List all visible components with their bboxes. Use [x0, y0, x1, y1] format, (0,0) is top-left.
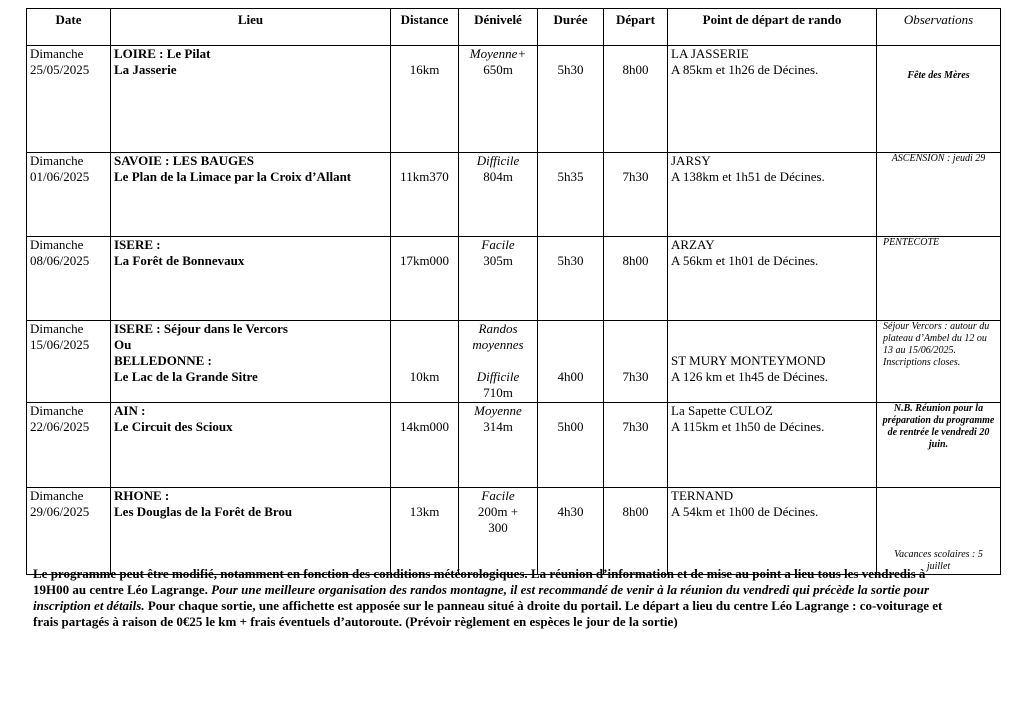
depart-text: 8h00: [622, 62, 649, 77]
lieu-name: La Jasserie: [114, 62, 177, 77]
observation-cell: Fête des Mères: [877, 46, 1001, 153]
distance-text: 10km: [409, 369, 440, 384]
level-text-alt: Randos moyennes: [472, 321, 524, 352]
point-cell: [668, 46, 877, 153]
depart-cell: [604, 403, 668, 488]
denivele-text: 650m: [483, 62, 513, 77]
level-text: Moyenne: [474, 403, 522, 418]
duree-cell: [538, 488, 604, 575]
duree-text: 4h00: [557, 369, 584, 384]
duree-text: 4h30: [557, 504, 584, 519]
duree-cell: [538, 403, 604, 488]
distance-cell: [391, 488, 459, 575]
point-distance: A 56km et 1h01 de Décines.: [671, 253, 819, 268]
header-date: Date: [27, 9, 111, 46]
lieu-cell: [111, 488, 391, 575]
lieu-region: ISERE :: [114, 237, 161, 252]
distance-cell: [391, 237, 459, 321]
table-row: [27, 321, 1001, 403]
table-row: [27, 488, 1001, 575]
duree-text: 5h30: [557, 62, 584, 77]
date-cell: [27, 153, 111, 237]
point-cell: [668, 321, 877, 403]
level-text: Moyenne+: [469, 46, 527, 61]
depart-text: 8h00: [622, 253, 649, 268]
distance-text: 14km000: [399, 419, 450, 434]
duree-cell: [538, 237, 604, 321]
date-cell: [27, 488, 111, 575]
level-text: Difficile: [476, 369, 520, 384]
depart-text: 7h30: [622, 369, 649, 384]
depart-cell: [604, 488, 668, 575]
lieu-or: Ou: [114, 337, 132, 352]
footer-text-3: Pour chaque sortie, une affichette est apposée sur le panneau situé à droite du portail. Le départ a lieu du centre Léo Lagrange : co-voiturage et frais partagés à raison de 0€25 le km + frais éventuels d’autoroute. (Prévoir règlement en espèces le jour de la sortie): [33, 598, 943, 629]
denivele-text: 804m: [483, 169, 513, 184]
observation-cell: ASCENSION : jeudi 29: [877, 153, 1001, 237]
point-cell: [668, 403, 877, 488]
denivele-cell: [459, 153, 538, 237]
denivele-cell: [459, 488, 538, 575]
duree-text: 5h00: [557, 419, 584, 434]
header-distance: Distance: [391, 9, 459, 46]
observation-cell: PENTECOTE: [877, 237, 1001, 321]
distance-text: 11km370: [400, 169, 449, 184]
depart-cell: [604, 46, 668, 153]
point-distance: A 54km et 1h00 de Décines.: [671, 504, 819, 519]
point-distance: A 85km et 1h26 de Décines.: [671, 62, 819, 77]
lieu-name: Le Lac de la Grande Sitre: [114, 369, 258, 384]
point-distance: A 138km et 1h51 de Décines.: [671, 169, 825, 184]
lieu-name: La Forêt de Bonnevaux: [114, 253, 245, 268]
depart-text: 8h00: [622, 504, 649, 519]
lieu-region: ISERE : Séjour dans le Vercors: [114, 321, 288, 336]
observation-cell: Séjour Vercors : autour du plateau d’Ambel du 12 ou 13 au 15/06/2025. Inscriptions closes.: [877, 321, 1001, 403]
distance-text: 13km: [409, 504, 440, 519]
point-distance: A 126 km et 1h45 de Décines.: [671, 369, 829, 384]
header-depart: Départ: [604, 9, 668, 46]
date-text: 01/06/2025: [30, 169, 90, 184]
lieu-cell: [111, 403, 391, 488]
point-cell: [668, 153, 877, 237]
date-text: 25/05/2025: [30, 62, 90, 77]
duree-text: 5h35: [557, 169, 584, 184]
level-text: Difficile: [476, 153, 520, 168]
denivele-text: 314m: [483, 419, 513, 434]
level-text: Facile: [481, 237, 515, 252]
footer-text-2: Pour une meilleure organisation des randos montagne, il est recommandé de venir à la réunion du vendredi qui précède la sortie pour inscription et détails.: [33, 582, 930, 613]
date-cell: [27, 46, 111, 153]
date-cell: [27, 403, 111, 488]
day-text: Dimanche: [30, 46, 84, 61]
duree-cell: [538, 153, 604, 237]
denivele-cell: [459, 237, 538, 321]
lieu-region: LOIRE : Le Pilat: [114, 46, 211, 61]
denivele-text: 710m: [483, 385, 513, 400]
distance-text: 16km: [409, 62, 440, 77]
table-row: [27, 403, 1001, 488]
denivele-text: 200m + 300: [477, 504, 519, 535]
distance-cell: [391, 403, 459, 488]
depart-cell: [604, 237, 668, 321]
observation-cell: Vacances scolaires : 5 juillet: [877, 488, 1001, 575]
point-name: ST MURY MONTEYMOND: [671, 353, 826, 368]
distance-cell: [391, 321, 459, 403]
lieu-region: SAVOIE : LES BAUGES: [114, 153, 255, 168]
lieu-name: Le Plan de la Limace par la Croix d’Allant: [114, 169, 352, 184]
header-point: Point de départ de rando: [668, 9, 877, 46]
level-text: Facile: [481, 488, 515, 503]
day-text: Dimanche: [30, 237, 84, 252]
lieu-name: Les Douglas de la Forêt de Brou: [114, 504, 293, 519]
table-row: [27, 153, 1001, 237]
lieu-cell: [111, 153, 391, 237]
depart-cell: [604, 153, 668, 237]
lieu-region: AIN :: [114, 403, 146, 418]
footer-note: [33, 566, 963, 630]
duree-cell: [538, 321, 604, 403]
denivele-cell: [459, 46, 538, 153]
depart-text: 7h30: [622, 419, 649, 434]
observation-cell: N.B. Réunion pour la préparation du programme de rentrée le vendredi 20 juin.: [877, 403, 1001, 488]
point-distance: A 115km et 1h50 de Décines.: [671, 419, 825, 434]
programme-table: [26, 8, 1001, 575]
distance-cell: [391, 46, 459, 153]
date-text: 08/06/2025: [30, 253, 90, 268]
table-row: [27, 237, 1001, 321]
distance-text: 17km000: [399, 253, 450, 268]
lieu-cell: [111, 321, 391, 403]
lieu-region-alt: BELLEDONNE :: [114, 353, 212, 368]
lieu-cell: [111, 46, 391, 153]
date-text: 22/06/2025: [30, 419, 90, 434]
day-text: Dimanche: [30, 403, 84, 418]
point-name: JARSY: [671, 153, 711, 168]
table-row: [27, 46, 1001, 153]
denivele-text: 305m: [483, 253, 513, 268]
date-cell: [27, 321, 111, 403]
point-name: TERNAND: [671, 488, 734, 503]
day-text: Dimanche: [30, 321, 84, 336]
point-cell: [668, 237, 877, 321]
duree-text: 5h30: [557, 253, 584, 268]
lieu-cell: [111, 237, 391, 321]
day-text: Dimanche: [30, 153, 84, 168]
footer-text-1: Le programme peut être modifié, notamment en fonction des conditions météorologiques. La réunion d’information et de mise au point a lieu tous les vendredis à 19H00 au centre Léo Lagrange.: [33, 566, 926, 597]
distance-cell: [391, 153, 459, 237]
point-name: LA JASSERIE: [671, 46, 749, 61]
header-row: [27, 9, 1001, 46]
point-cell: [668, 488, 877, 575]
date-cell: [27, 237, 111, 321]
depart-cell: [604, 321, 668, 403]
lieu-name: Le Circuit des Scioux: [114, 419, 233, 434]
header-observations: Observations: [877, 9, 1001, 46]
duree-cell: [538, 46, 604, 153]
header-denivele: Dénivelé: [459, 9, 538, 46]
point-name: La Sapette CULOZ: [671, 403, 773, 418]
depart-text: 7h30: [622, 169, 649, 184]
point-name: ARZAY: [671, 237, 715, 252]
header-lieu: Lieu: [111, 9, 391, 46]
day-text: Dimanche: [30, 488, 84, 503]
date-text: 15/06/2025: [30, 337, 90, 352]
header-duree: Durée: [538, 9, 604, 46]
denivele-cell: [459, 321, 538, 403]
date-text: 29/06/2025: [30, 504, 90, 519]
denivele-cell: [459, 403, 538, 488]
lieu-region: RHONE :: [114, 488, 170, 503]
